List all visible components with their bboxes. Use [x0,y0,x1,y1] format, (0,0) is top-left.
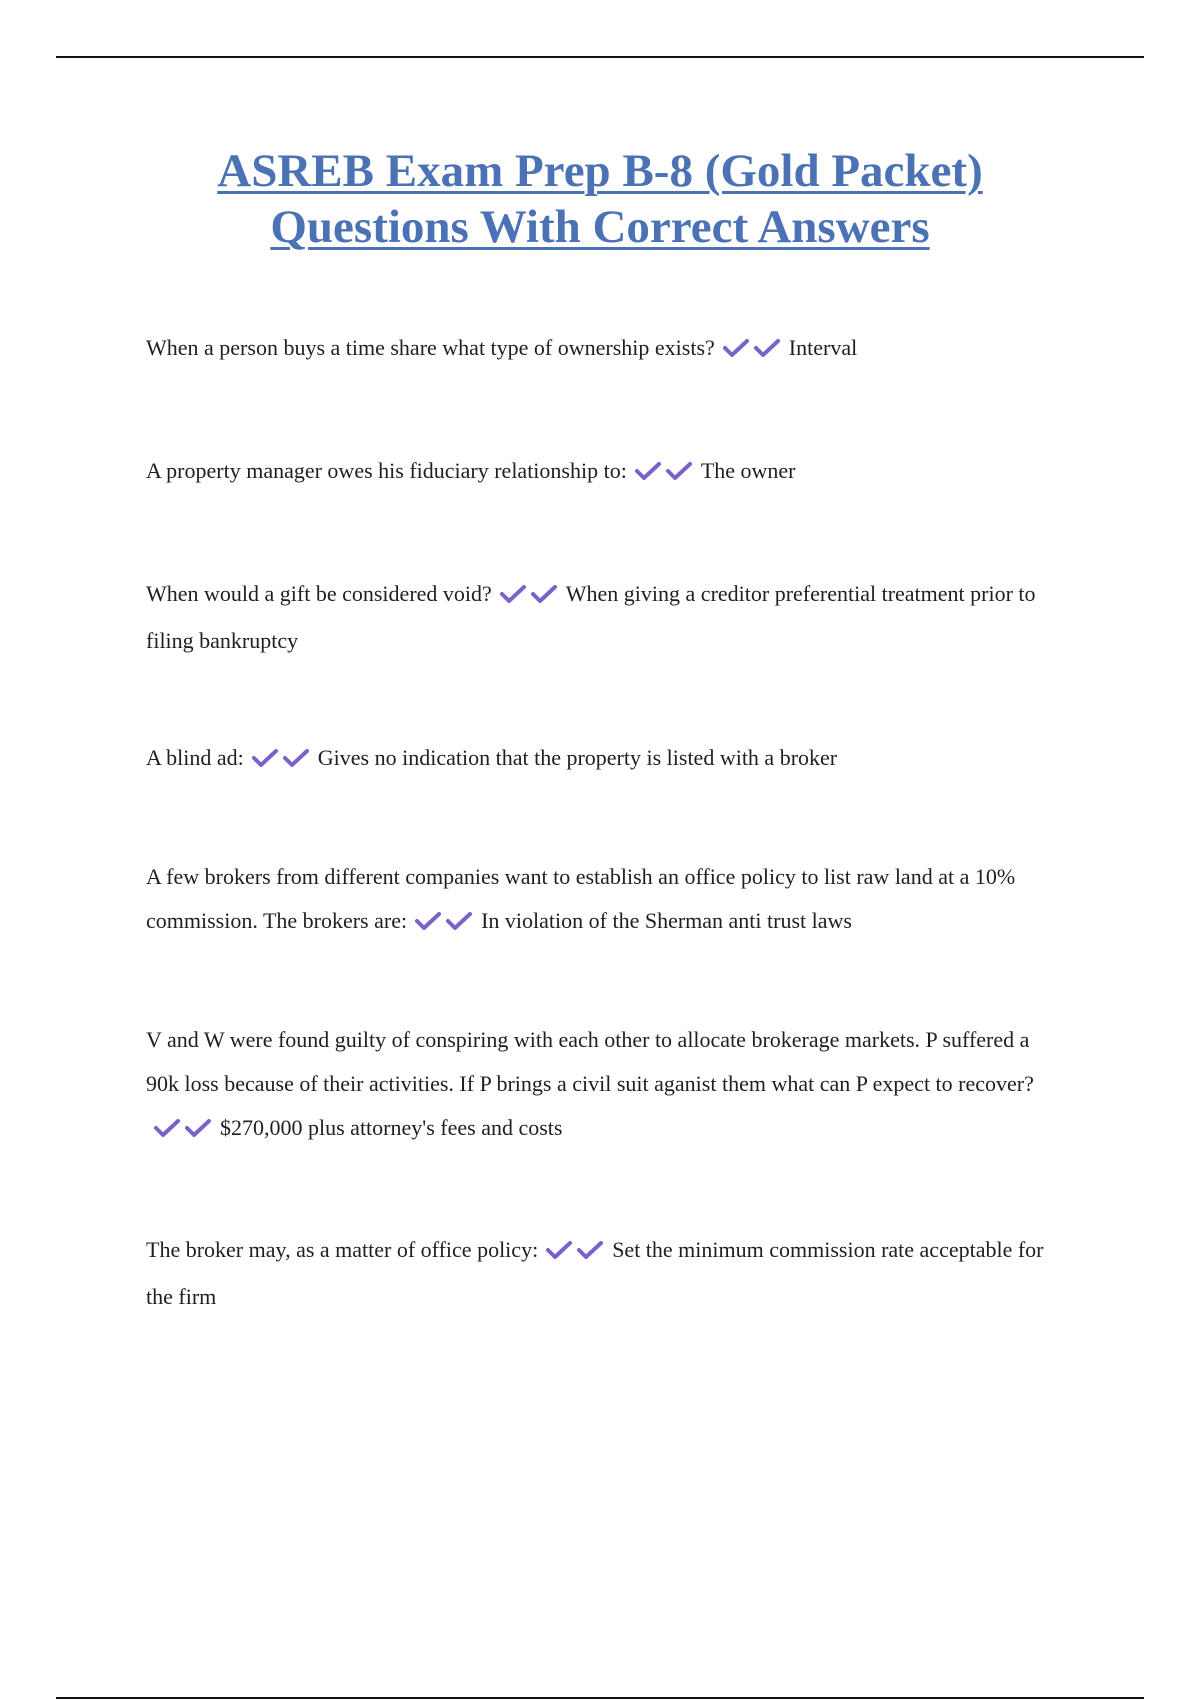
answer-text: The owner [700,458,796,483]
qa-item-1 [146,326,1066,373]
question-text: When a person buys a time share what type of ownership exists? [146,335,715,360]
checkmark-icon [154,1118,180,1138]
title-line-1: ASREB Exam Prep B-8 (Gold Packet) [217,145,983,197]
answer-marker [723,329,785,373]
title-line-2: Questions With Correct Answers [270,201,930,253]
answer-marker [252,739,314,783]
checkmark-icon [546,1240,572,1260]
checkmark-icon [723,338,749,358]
question-text: V and W were found guilty of conspiring with each other to allocate brokerage markets. P suffered a 90k loss because of their activities. If P brings a civil suit aganist them what can P expect to recover? [146,1027,1034,1096]
qa-item-2 [146,449,1066,496]
answer-text: Interval [788,335,858,360]
answer-text: Gives no indication that the property is listed with a broker [317,745,838,770]
top-rule [56,56,1144,58]
checkmark-icon [500,584,526,604]
answer-marker [635,452,697,496]
checkmark-icon [185,1118,211,1138]
question-text: When would a gift be considered void? [146,581,492,606]
qa-item-3 [146,572,1066,663]
answer-text: $270,000 plus attorney's fees and costs [220,1115,563,1140]
qa-item-6 [146,1018,1066,1153]
checkmark-icon [415,911,441,931]
bottom-rule [56,1697,1144,1699]
question-text: A blind ad: [146,745,244,770]
answer-marker [546,1231,608,1275]
checkmark-icon [635,461,661,481]
answer-text: Set the minimum commission rate acceptable for the firm [146,1237,1044,1309]
qa-item-4 [146,736,1066,783]
qa-item-7 [146,1228,1066,1319]
question-text: The broker may, as a matter of office policy: [146,1237,539,1262]
checkmark-icon [666,461,692,481]
checkmark-icon [577,1240,603,1260]
checkmark-icon [252,748,278,768]
question-text: A property manager owes his fiduciary relationship to: [146,458,627,483]
checkmark-icon [283,748,309,768]
qa-item-5 [146,855,1066,946]
answer-marker [500,575,562,619]
question-text: A few brokers from different companies want to establish an office policy to list raw land at a 10% commission. The brokers are: [146,864,1016,933]
answer-text: When giving a creditor preferential treatment prior to filing bankruptcy [146,581,1036,653]
answer-text: In violation of the Sherman anti trust laws [481,908,852,933]
answer-marker [415,902,477,946]
checkmark-icon [754,338,780,358]
checkmark-icon [446,911,472,931]
answer-marker [154,1109,216,1153]
page-title [0,143,1200,255]
checkmark-icon [531,584,557,604]
